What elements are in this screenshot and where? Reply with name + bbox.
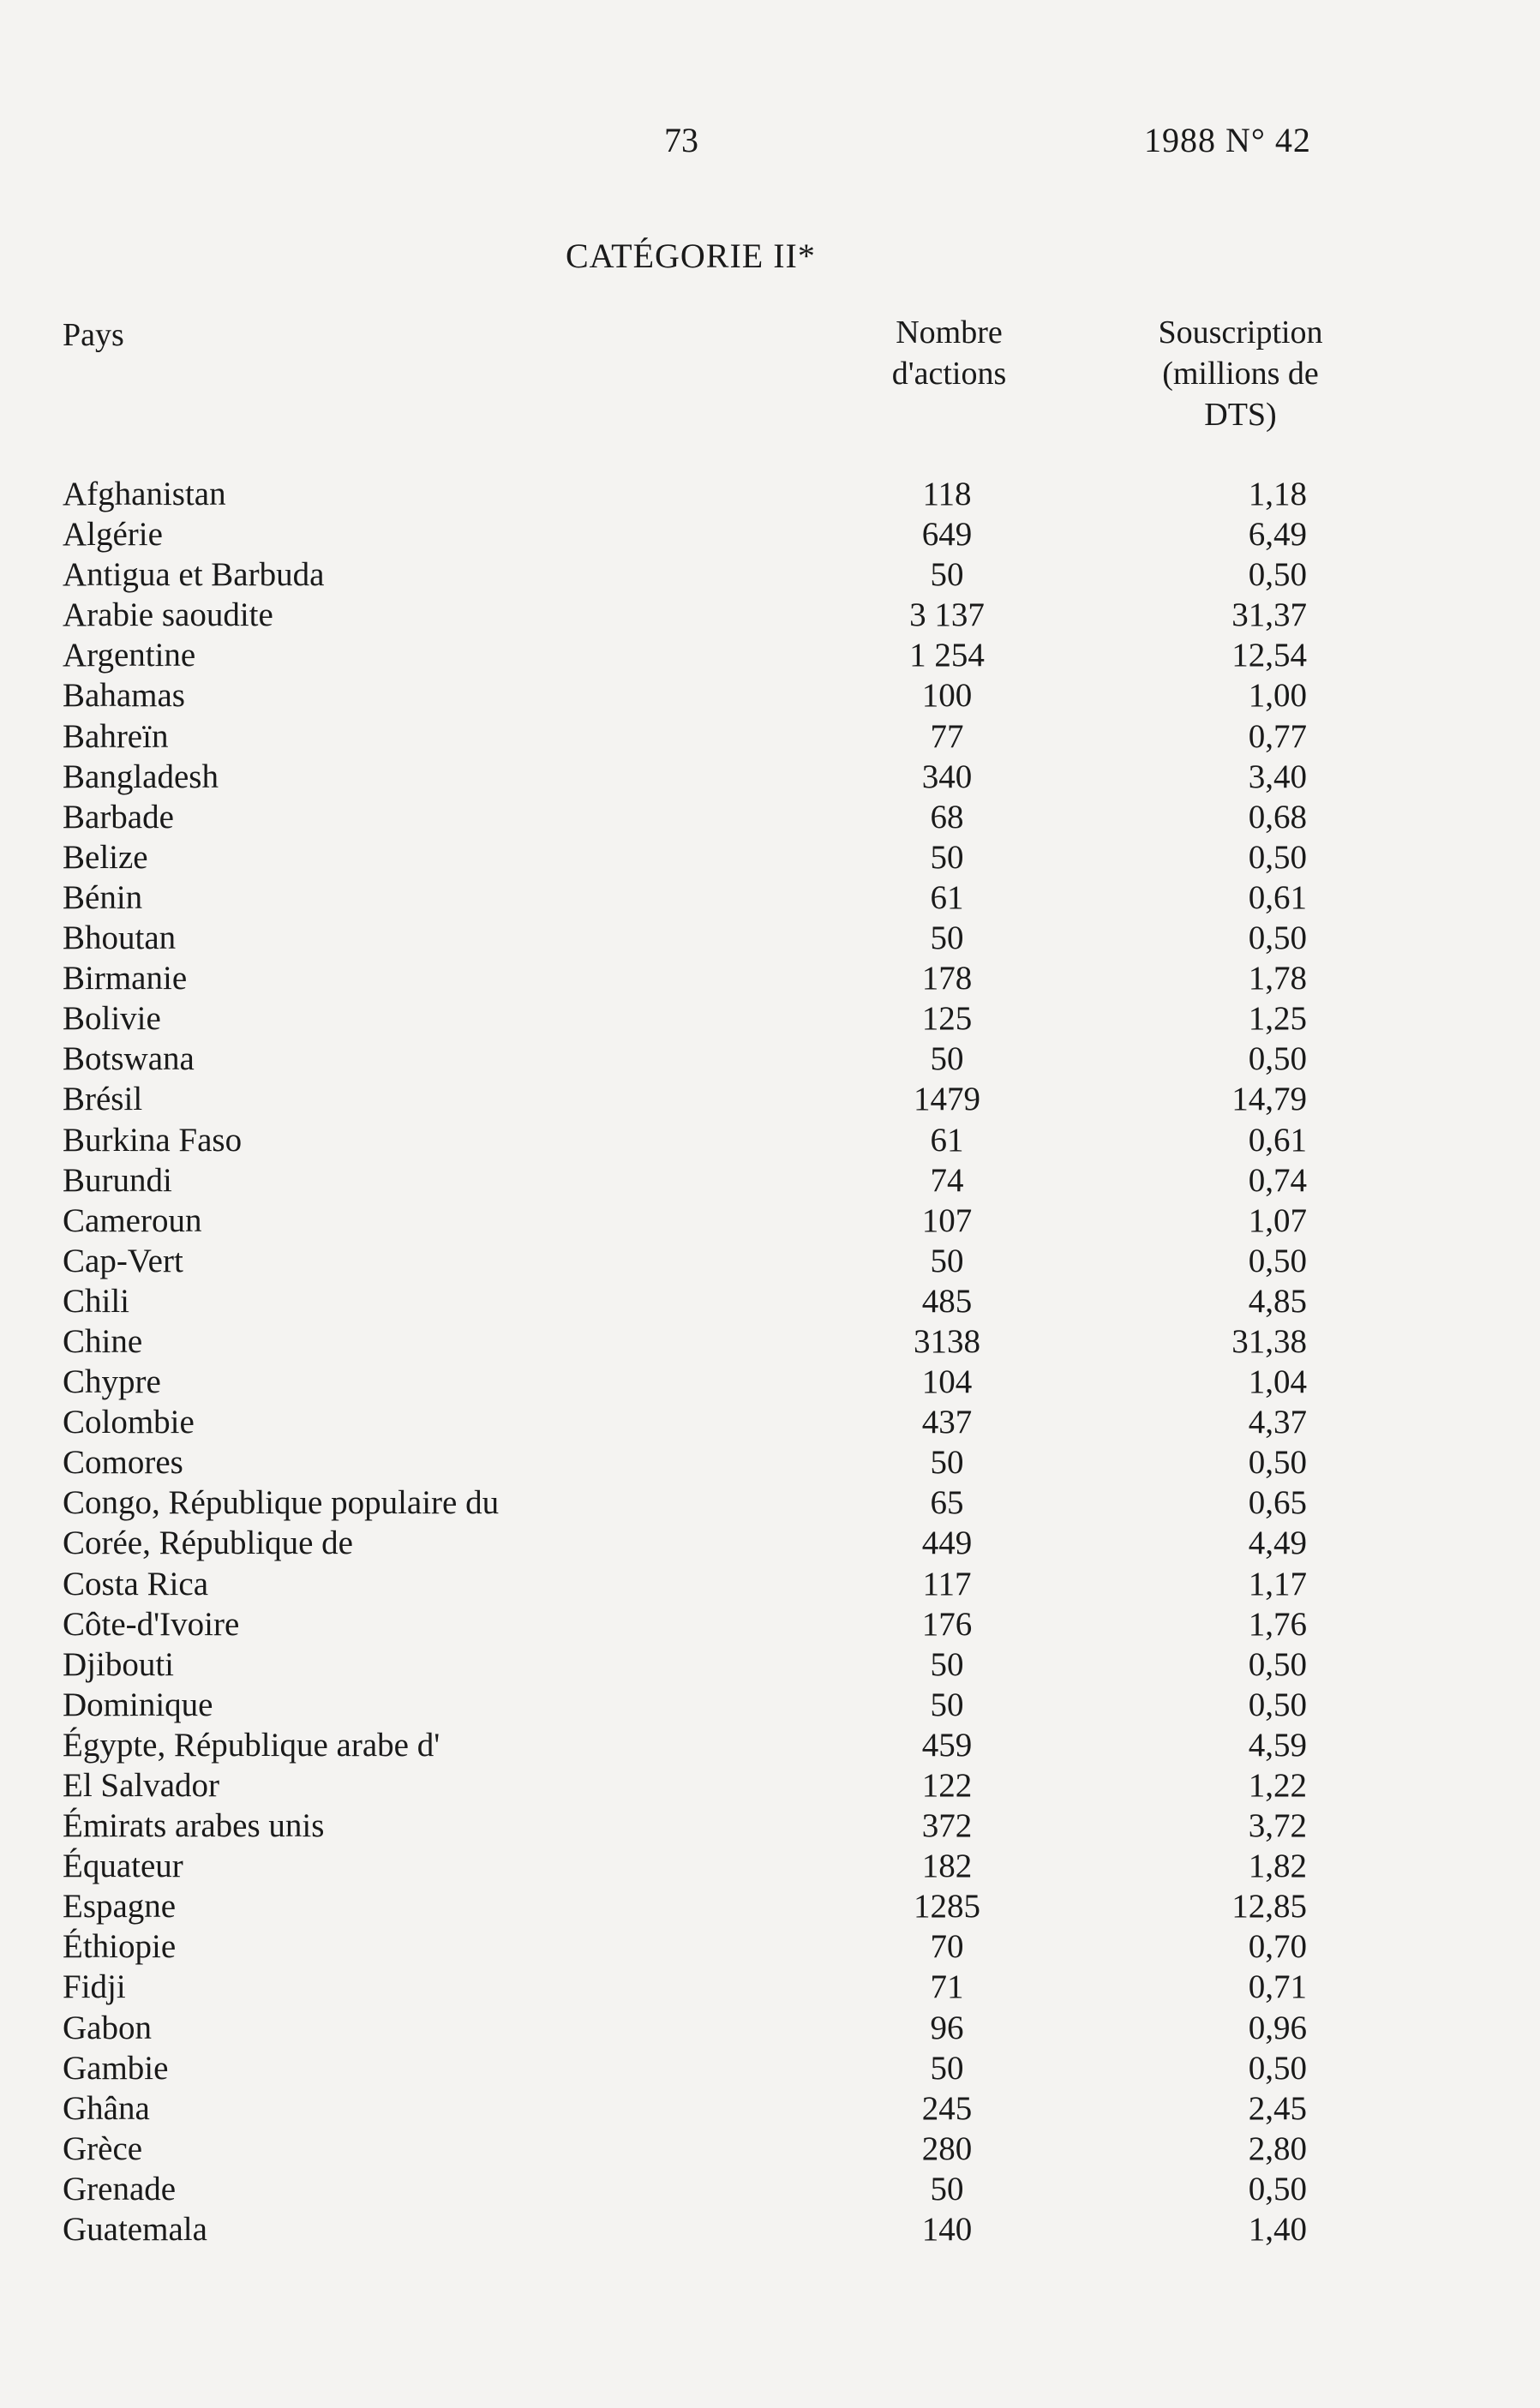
shares-value: 70 xyxy=(930,1928,964,1966)
shares-value: 71 xyxy=(930,1968,964,2006)
country-name: Bangladesh xyxy=(63,758,219,795)
subscription-value: 4,59 xyxy=(1248,1726,1307,1764)
subscription-value: 12,54 xyxy=(1231,637,1307,674)
country-table xyxy=(0,474,1540,2249)
table-row xyxy=(0,1039,1540,1079)
subscription-value: 3,72 xyxy=(1248,1807,1307,1845)
shares-value: 449 xyxy=(921,1524,973,1562)
shares-value: 50 xyxy=(930,1444,964,1482)
shares-value: 74 xyxy=(930,1161,964,1199)
country-name: Chine xyxy=(63,1322,143,1360)
shares-value: 118 xyxy=(922,476,972,512)
country-name: Argentine xyxy=(63,637,196,674)
country-name: Gabon xyxy=(63,2009,152,2046)
country-name: Algérie xyxy=(63,516,163,554)
table-row xyxy=(0,635,1540,675)
shares-value: 107 xyxy=(921,1201,973,1239)
column-header-subscription-line2: (millions de xyxy=(1162,356,1319,392)
shares-value: 280 xyxy=(921,2129,973,2167)
country-name: Costa Rica xyxy=(63,1565,209,1602)
column-header-subscription-line3: DTS) xyxy=(1204,397,1277,433)
shares-value: 1285 xyxy=(914,1888,980,1926)
table-row xyxy=(0,675,1540,716)
table-row xyxy=(0,1926,1540,1967)
subscription-value: 1,18 xyxy=(1248,476,1307,512)
subscription-value: 0,50 xyxy=(1248,1242,1307,1279)
table-row xyxy=(0,1846,1540,1886)
country-name: Grèce xyxy=(63,2129,143,2167)
table-row xyxy=(0,1402,1540,1442)
subscription-value: 0,50 xyxy=(1248,1645,1307,1683)
subscription-value: 14,79 xyxy=(1231,1081,1307,1118)
shares-value: 50 xyxy=(930,2170,964,2207)
subscription-value: 0,50 xyxy=(1248,1686,1307,1723)
subscription-value: 1,82 xyxy=(1248,1848,1307,1885)
subscription-value: 0,71 xyxy=(1248,1968,1307,2006)
country-name: Équateur xyxy=(63,1848,183,1885)
subscription-value: 1,07 xyxy=(1248,1201,1307,1239)
shares-value: 61 xyxy=(930,878,964,916)
country-name: Guatemala xyxy=(63,2211,207,2249)
issue-info: 1988 N° 42 xyxy=(1144,121,1311,159)
table-row xyxy=(0,2129,1540,2169)
shares-value: 245 xyxy=(921,2089,973,2127)
table-row xyxy=(0,1765,1540,1806)
column-header-subscription xyxy=(1144,312,1337,435)
country-name: Burundi xyxy=(63,1161,172,1199)
country-name: Belize xyxy=(63,838,148,876)
shares-value: 122 xyxy=(921,1767,973,1804)
country-name: Bahreïn xyxy=(63,717,169,755)
subscription-value: 1,76 xyxy=(1248,1605,1307,1643)
shares-value: 50 xyxy=(930,1686,964,1723)
shares-value: 50 xyxy=(930,556,964,594)
subscription-value: 0,74 xyxy=(1248,1161,1307,1199)
shares-value: 50 xyxy=(930,1242,964,1279)
table-row xyxy=(0,716,1540,757)
subscription-value: 0,77 xyxy=(1248,717,1307,755)
table-row xyxy=(0,1967,1540,2007)
shares-value: 3 137 xyxy=(909,596,985,634)
subscription-value: 4,37 xyxy=(1248,1404,1307,1441)
subscription-value: 1,17 xyxy=(1248,1565,1307,1602)
subscription-value: 0,50 xyxy=(1248,919,1307,957)
subscription-value: 6,49 xyxy=(1248,516,1307,554)
country-name: Corée, République de xyxy=(63,1524,353,1562)
table-row xyxy=(0,878,1540,918)
country-name: Fidji xyxy=(63,1968,126,2006)
country-name: Arabie saoudite xyxy=(63,596,273,634)
country-name: Comores xyxy=(63,1444,183,1482)
table-row xyxy=(0,514,1540,554)
shares-value: 176 xyxy=(921,1605,973,1643)
page-title: CATÉGORIE II* xyxy=(566,237,816,275)
subscription-value: 0,50 xyxy=(1248,556,1307,594)
shares-value: 77 xyxy=(930,717,964,755)
shares-value: 140 xyxy=(921,2211,973,2249)
shares-value: 1479 xyxy=(914,1081,980,1118)
country-name: Chili xyxy=(63,1282,130,1320)
subscription-value: 1,25 xyxy=(1248,1000,1307,1038)
subscription-value: 0,65 xyxy=(1248,1484,1307,1522)
shares-value: 459 xyxy=(921,1726,973,1764)
shares-value: 100 xyxy=(921,677,973,715)
column-header-subscription-line1: Souscription xyxy=(1158,314,1323,350)
country-name: Antigua et Barbuda xyxy=(63,556,325,594)
shares-value: 340 xyxy=(921,758,973,795)
country-name: Ghâna xyxy=(63,2089,150,2127)
column-header-shares-line2: d'actions xyxy=(891,356,1007,392)
shares-value: 182 xyxy=(921,1848,973,1885)
shares-value: 117 xyxy=(922,1565,972,1602)
subscription-value: 0,50 xyxy=(1248,838,1307,876)
shares-value: 61 xyxy=(930,1121,964,1159)
shares-value: 125 xyxy=(921,1000,973,1038)
country-name: Congo, République populaire du xyxy=(63,1484,500,1522)
shares-value: 104 xyxy=(921,1363,973,1401)
country-name: El Salvador xyxy=(63,1767,220,1804)
subscription-value: 1,00 xyxy=(1248,677,1307,715)
table-row xyxy=(0,837,1540,878)
shares-value: 1 254 xyxy=(909,637,985,674)
table-row xyxy=(0,2008,1540,2048)
column-header-shares xyxy=(857,312,1041,394)
subscription-value: 0,50 xyxy=(1248,2049,1307,2087)
subscription-value: 0,50 xyxy=(1248,2170,1307,2207)
subscription-value: 1,78 xyxy=(1248,960,1307,997)
subscription-value: 0,70 xyxy=(1248,1928,1307,1966)
table-row xyxy=(0,2088,1540,2129)
shares-value: 50 xyxy=(930,838,964,876)
table-row xyxy=(0,1564,1540,1604)
country-name: Gambie xyxy=(63,2049,169,2087)
country-name: Dominique xyxy=(63,1686,213,1723)
country-name: Brésil xyxy=(63,1081,143,1118)
subscription-value: 4,49 xyxy=(1248,1524,1307,1562)
country-name: Colombie xyxy=(63,1404,195,1441)
shares-value: 437 xyxy=(921,1404,973,1441)
table-row xyxy=(0,1120,1540,1160)
table-row xyxy=(0,1685,1540,1725)
country-name: Bolivie xyxy=(63,1000,161,1038)
country-name: Espagne xyxy=(63,1888,177,1926)
table-row xyxy=(0,1362,1540,1402)
subscription-value: 2,80 xyxy=(1248,2129,1307,2167)
subscription-value: 4,85 xyxy=(1248,1282,1307,1320)
table-row xyxy=(0,918,1540,958)
table-row xyxy=(0,1201,1540,1241)
table-row xyxy=(0,1644,1540,1685)
shares-value: 50 xyxy=(930,1645,964,1683)
shares-value: 485 xyxy=(921,1282,973,1320)
table-row xyxy=(0,1442,1540,1483)
subscription-value: 31,37 xyxy=(1231,596,1307,634)
country-name: Chypre xyxy=(63,1363,161,1401)
subscription-value: 1,40 xyxy=(1248,2211,1307,2249)
subscription-value: 1,22 xyxy=(1248,1767,1307,1804)
country-name: Cap-Vert xyxy=(63,1242,183,1279)
table-row xyxy=(0,1281,1540,1321)
table-row xyxy=(0,998,1540,1039)
subscription-value: 0,50 xyxy=(1248,1040,1307,1078)
table-row xyxy=(0,1483,1540,1523)
table-row xyxy=(0,1806,1540,1846)
subscription-value: 0,61 xyxy=(1248,1121,1307,1159)
table-row xyxy=(0,2209,1540,2249)
subscription-value: 31,38 xyxy=(1231,1322,1307,1360)
table-row xyxy=(0,1160,1540,1201)
subscription-value: 3,40 xyxy=(1248,758,1307,795)
subscription-value: 0,96 xyxy=(1248,2009,1307,2046)
shares-value: 50 xyxy=(930,2049,964,2087)
country-name: Émirats arabes unis xyxy=(63,1807,325,1845)
country-name: Côte-d'Ivoire xyxy=(63,1605,240,1643)
shares-value: 96 xyxy=(930,2009,964,2046)
page-number: 73 xyxy=(664,121,698,159)
country-name: Afghanistan xyxy=(63,476,226,512)
shares-value: 3138 xyxy=(914,1322,980,1360)
country-name: Grenade xyxy=(63,2170,177,2207)
subscription-value: 0,50 xyxy=(1248,1444,1307,1482)
table-row xyxy=(0,1321,1540,1362)
country-name: Barbade xyxy=(63,798,174,836)
shares-value: 178 xyxy=(921,960,973,997)
country-name: Bahamas xyxy=(63,677,185,715)
shares-value: 50 xyxy=(930,1040,964,1078)
country-name: Birmanie xyxy=(63,960,188,997)
table-row xyxy=(0,1725,1540,1765)
country-name: Bénin xyxy=(63,878,143,916)
country-name: Djibouti xyxy=(63,1645,175,1683)
table-row xyxy=(0,1523,1540,1563)
subscription-value: 1,04 xyxy=(1248,1363,1307,1401)
shares-value: 65 xyxy=(930,1484,964,1522)
column-header-shares-line1: Nombre xyxy=(896,314,1003,350)
table-row xyxy=(0,2048,1540,2088)
country-name: Éthiopie xyxy=(63,1928,177,1966)
subscription-value: 0,68 xyxy=(1248,798,1307,836)
subscription-value: 2,45 xyxy=(1248,2089,1307,2127)
country-name: Botswana xyxy=(63,1040,195,1078)
column-header-country: Pays xyxy=(63,317,124,353)
shares-value: 50 xyxy=(930,919,964,957)
shares-value: 649 xyxy=(921,516,973,554)
table-row xyxy=(0,1604,1540,1644)
table-row xyxy=(0,757,1540,797)
country-name: Cameroun xyxy=(63,1201,202,1239)
table-row xyxy=(0,1886,1540,1926)
table-row xyxy=(0,554,1540,595)
subscription-value: 12,85 xyxy=(1231,1888,1307,1926)
table-row xyxy=(0,474,1540,514)
table-row xyxy=(0,1241,1540,1281)
shares-value: 68 xyxy=(930,798,964,836)
table-row xyxy=(0,1079,1540,1119)
shares-value: 372 xyxy=(921,1807,973,1845)
country-name: Égypte, République arabe d' xyxy=(63,1726,440,1764)
table-row xyxy=(0,2169,1540,2209)
country-name: Bhoutan xyxy=(63,919,177,957)
country-name: Burkina Faso xyxy=(63,1121,243,1159)
table-row xyxy=(0,797,1540,837)
table-row xyxy=(0,958,1540,998)
subscription-value: 0,61 xyxy=(1248,878,1307,916)
table-row xyxy=(0,595,1540,635)
